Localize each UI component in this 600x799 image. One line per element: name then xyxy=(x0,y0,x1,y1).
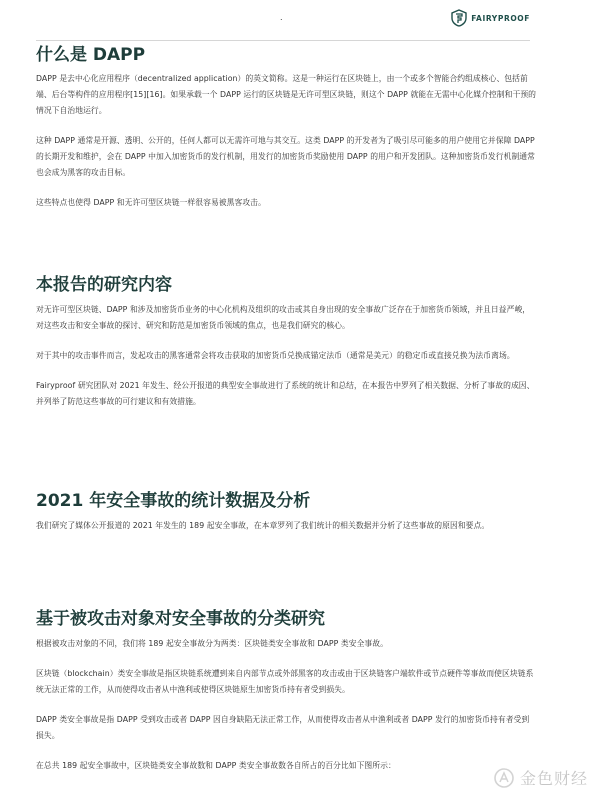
fairyproof-logo xyxy=(451,9,530,27)
section-title: 2021 年安全事故的统计数据及分析 xyxy=(36,491,311,511)
section-2021-statistics xyxy=(36,490,536,534)
paragraph: 区块链（blockchain）类安全事故是指区块链系统遭到来自内部节点或外部黑客的攻击或由于区块链客户端软件或节点硬件等事故而使区块链系统无法正常的工作，从而使得攻击者从中渔利或使得区块链原生加密货币持有者受到损失。 xyxy=(36,669,534,694)
paragraph: 这些特点也使得 DAPP 和无许可型区块链一样很容易被黑客攻击。 xyxy=(36,198,266,207)
paragraph: Fairyproof 研究团队对 2021 年发生、经公开报道的典型安全事故进行了系统的统计和总结，在本报告中罗列了相关数据、分析了事故的成因、并列举了防范这些事故的可行建议和有效措施。 xyxy=(36,381,535,406)
header-dot: . xyxy=(280,13,283,22)
paragraph: 这种 DAPP 通常是开源、透明、公开的，任何人都可以无需许可地与其交互。这类 DAPP 的开发者为了吸引尽可能多的用户使用它并保障 DAPP 的长期开发和维护，会在 DAPP 中加入加密货币的发行机制，用发行的加密货币奖励使用 DAPP 的用户和开发团队。这种加密货币发行机制通常也会成为黑客的攻击目标。 xyxy=(36,136,535,177)
paragraph: DAPP 是去中心化应用程序（decentralized application）的英文简称。这是一种运行在区块链上，由一个或多个智能合约组成核心、包括前端、后台等构件的应用程序[15][16]。如果承载一个 DAPP 运行的区块链是无许可型区块链，则这个 DAPP 就能在无需中心化媒介控制和干预的情况下自治地运行。 xyxy=(36,74,537,115)
section-title: 什么是 DAPP xyxy=(36,45,146,65)
paragraph: 对无许可型区块链、DAPP 和涉及加密货币业务的中心化机构及组织的攻击或其自身出现的安全事故广泛存在于加密货币领域，并且日益严峻，对这些攻击和安全事故的探讨、研究和防范是加密货币领域的焦点，也是我们研究的核心。 xyxy=(36,305,531,330)
fairyproof-shield-icon xyxy=(451,9,467,27)
watermark-text: 金色财经 xyxy=(519,769,588,788)
paragraph: 我们研究了媒体公开报道的 2021 年发生的 189 起安全事故，在本章罗列了我们统计的相关数据并分析了这些事故的原因和要点。 xyxy=(36,521,490,530)
section-what-is-dapp xyxy=(36,44,536,211)
logo-text: FAIRYPROOF xyxy=(471,13,530,23)
paragraph: DAPP 类安全事故是指 DAPP 受到攻击或者 DAPP 因自身缺陷无法正常工作，从而使得攻击者从中渔利或者 DAPP 发行的加密货币持有者受到损失。 xyxy=(36,715,530,740)
paragraph: 对于其中的攻击事件而言，发起攻击的黑客通常会将攻击获取的加密货币兑换成锚定法币（通常是美元）的稳定币或直接兑换为法币离场。 xyxy=(36,351,515,360)
section-research-content xyxy=(36,274,536,410)
paragraph: 根据被攻击对象的不同，我们将 189 起安全事故分为两类：区块链类安全事故和 DAPP 类安全事故。 xyxy=(36,639,388,648)
jinse-logo-icon xyxy=(494,768,514,788)
section-title: 基于被攻击对象对安全事故的分类研究 xyxy=(36,609,325,629)
section-classification xyxy=(36,608,536,774)
watermark xyxy=(494,766,588,789)
paragraph: 在总共 189 起安全事故中，区块链类安全事故数和 DAPP 类安全事故数各自所占的百分比如下图所示： xyxy=(36,761,396,770)
section-title: 本报告的研究内容 xyxy=(36,275,172,295)
page-header xyxy=(36,0,530,41)
